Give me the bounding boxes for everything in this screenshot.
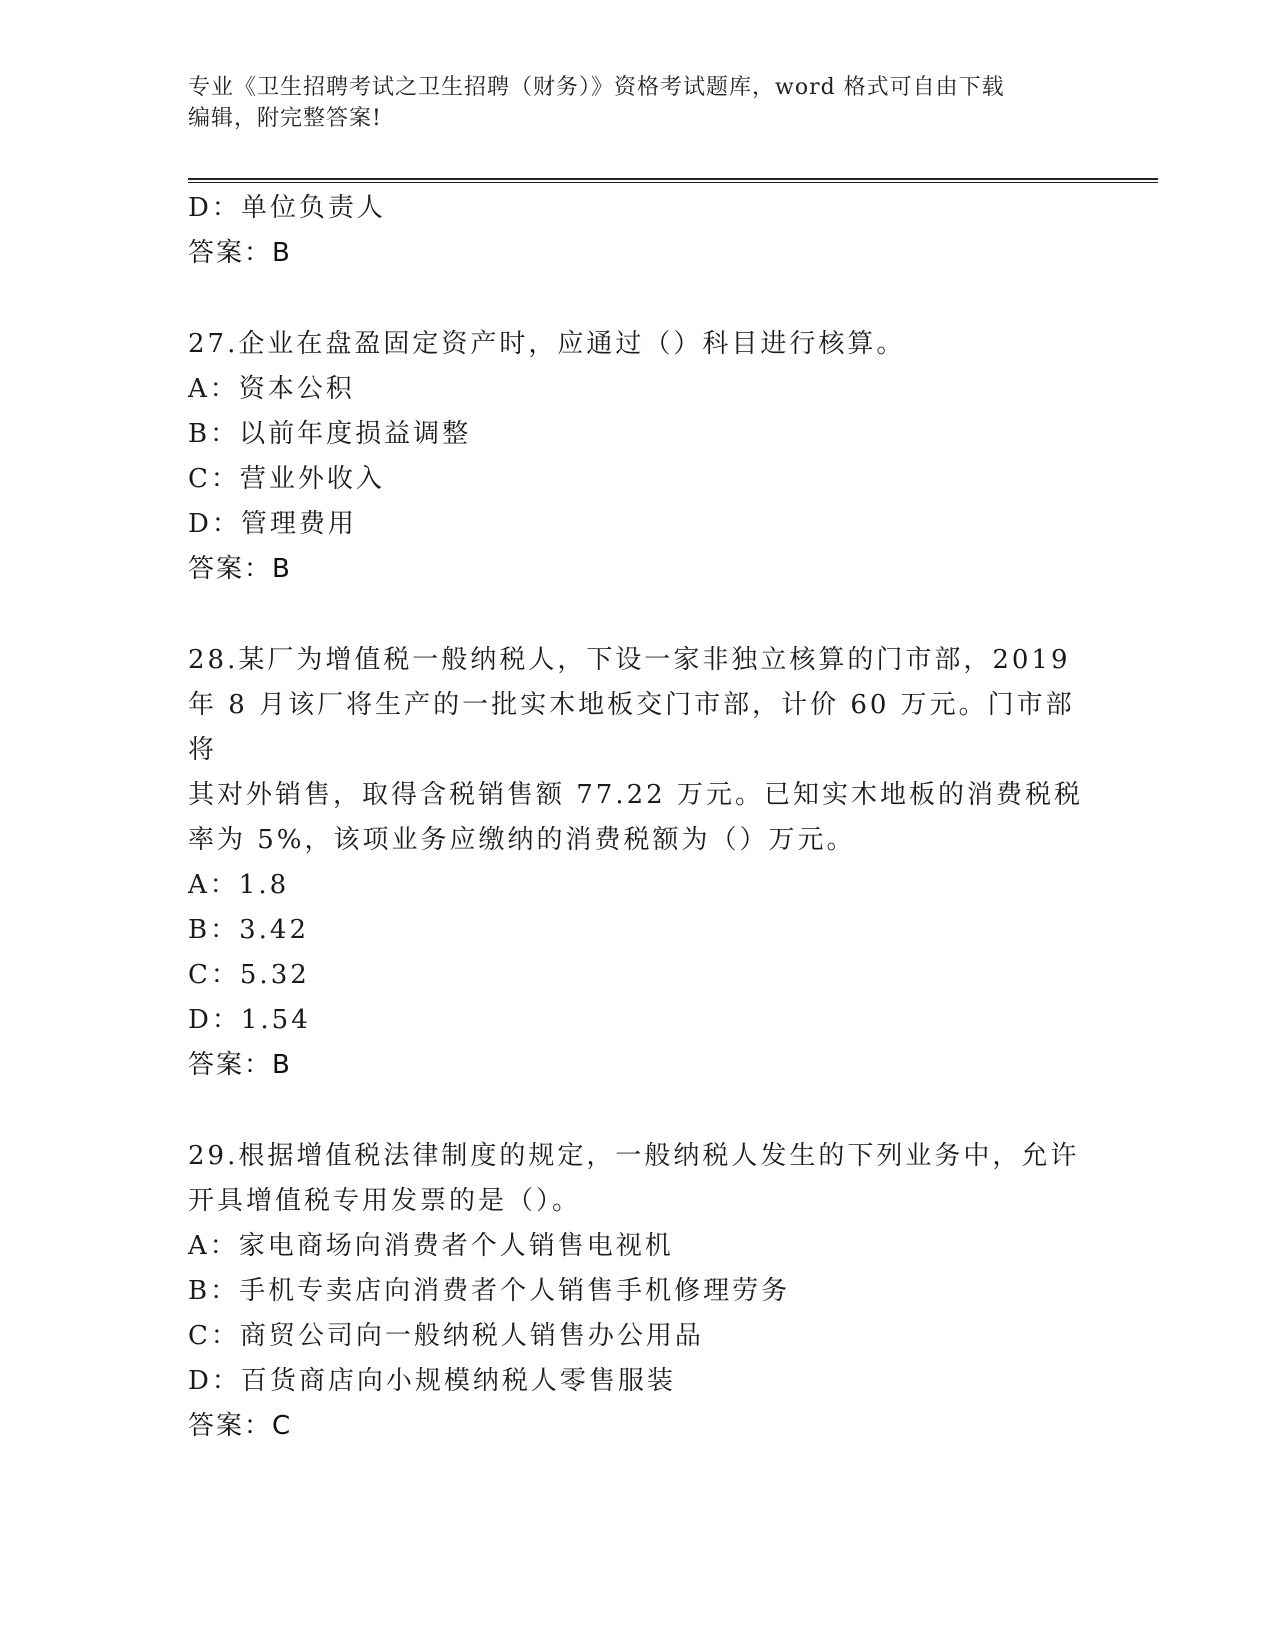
question-stem-line-1: 28.某厂为增值税一般纳税人，下设一家非独立核算的门市部，2019: [188, 645, 1071, 675]
option-b: B：以前年度损益调整: [188, 419, 472, 449]
question-content: [188, 186, 1088, 1449]
header-divider: [188, 178, 1158, 183]
question-27: [188, 322, 1088, 592]
question-stem-line-3: 其对外销售，取得含税销售额 77.22 万元。已知实木地板的消费税税: [188, 780, 1083, 810]
option-d: D：单位负责人: [188, 193, 386, 223]
option-c: C：营业外收入: [188, 464, 385, 494]
option-b: B：手机专卖店向消费者个人销售手机修理劳务: [188, 1276, 791, 1306]
option-c: C：商贸公司向一般纳税人销售办公用品: [188, 1321, 704, 1351]
previous-question-tail: [188, 186, 1088, 276]
document-header: [188, 72, 1088, 134]
question-28: [188, 638, 1088, 1088]
option-c: C：5.32: [188, 960, 310, 990]
header-line-2: 编辑，附完整答案!: [188, 106, 382, 131]
option-a: A：资本公积: [188, 374, 355, 404]
question-29: [188, 1134, 1088, 1449]
answer-line: 答案：B: [188, 554, 292, 584]
option-d: D：管理费用: [188, 509, 357, 539]
option-b: B：3.42: [188, 915, 309, 945]
answer-line: 答案：B: [188, 1050, 292, 1080]
question-stem-line-2: 年 8 月该厂将生产的一批实木地板交门市部，计价 60 万元。门市部将: [188, 690, 1075, 765]
option-a: A：家电商场向消费者个人销售电视机: [188, 1231, 674, 1261]
option-d: D：1.54: [188, 1005, 311, 1035]
option-d: D：百货商店向小规模纳税人零售服装: [188, 1366, 676, 1396]
question-stem-line-4: 率为 5%，该项业务应缴纳的消费税额为（）万元。: [188, 825, 856, 855]
question-stem-line-1: 29.根据增值税法律制度的规定，一般纳税人发生的下列业务中，允许: [188, 1141, 1080, 1171]
option-a: A：1.8: [188, 870, 290, 900]
header-line-1: 专业《卫生招聘考试之卫生招聘（财务）》资格考试题库，word 格式可自由下载: [188, 75, 1005, 100]
question-stem-line-2: 开具增值税专用发票的是（）。: [188, 1186, 582, 1216]
question-stem: 27.企业在盘盈固定资产时，应通过（）科目进行核算。: [188, 329, 906, 359]
answer-line: 答案：B: [188, 238, 292, 268]
answer-line: 答案：C: [188, 1411, 293, 1441]
